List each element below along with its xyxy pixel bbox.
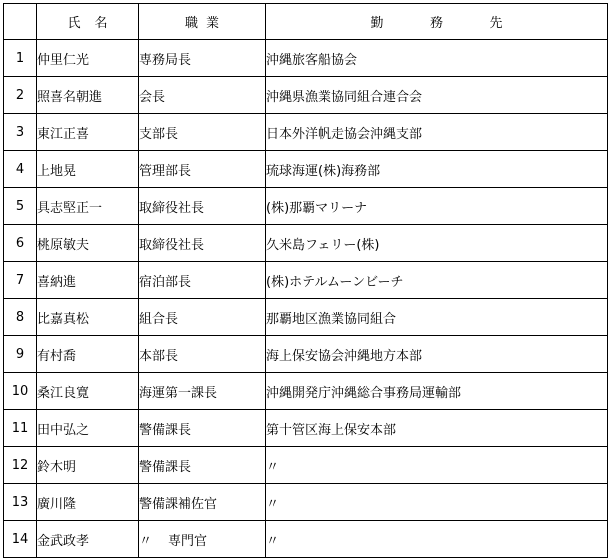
table-row — [4, 77, 608, 114]
row-name: 上地晃 — [37, 151, 139, 188]
header-name-char: 氏 — [67, 16, 81, 31]
row-workplace-ditto: 〃 — [266, 521, 608, 558]
table-row — [4, 114, 608, 151]
table-row — [4, 40, 608, 77]
row-number: 1 — [4, 40, 37, 77]
row-occupation: 取締役社長 — [139, 188, 266, 225]
row-number: 9 — [4, 336, 37, 373]
header-occupation-char: 職 — [185, 16, 199, 31]
row-workplace: 海上保安協会沖縄地方本部 — [266, 336, 608, 373]
header-name — [37, 4, 139, 40]
table-row — [4, 188, 608, 225]
row-name: 比嘉真松 — [37, 299, 139, 336]
row-occupation: 管理部長 — [139, 151, 266, 188]
table-row — [4, 225, 608, 262]
table-row — [4, 336, 608, 373]
roster-sheet — [3, 3, 608, 558]
row-occupation: 支部長 — [139, 114, 266, 151]
row-occupation — [139, 521, 266, 558]
row-number: 7 — [4, 262, 37, 299]
row-name: 金武政孝 — [37, 521, 139, 558]
header-workplace — [266, 4, 608, 40]
row-number: 4 — [4, 151, 37, 188]
table-row — [4, 521, 608, 558]
row-workplace: 日本外洋帆走協会沖縄支部 — [266, 114, 608, 151]
row-workplace-ditto: 〃 — [266, 484, 608, 521]
row-name: 喜納進 — [37, 262, 139, 299]
table-row — [4, 299, 608, 336]
header-workplace-char: 勤 — [370, 16, 384, 31]
header-workplace-char: 先 — [489, 16, 503, 31]
member-roster-table — [3, 3, 608, 558]
row-occupation: 警備課長 — [139, 410, 266, 447]
header-occupation — [139, 4, 266, 40]
row-name: 具志堅正一 — [37, 188, 139, 225]
row-occupation: 警備課長 — [139, 447, 266, 484]
row-name: 桑江良寛 — [37, 373, 139, 410]
table-row — [4, 484, 608, 521]
row-name: 東江正喜 — [37, 114, 139, 151]
row-number: 14 — [4, 521, 37, 558]
table-row — [4, 151, 608, 188]
row-name: 仲里仁光 — [37, 40, 139, 77]
header-occupation-char: 業 — [205, 16, 219, 31]
row-number: 8 — [4, 299, 37, 336]
header-name-char: 名 — [94, 16, 108, 31]
row-workplace: (株)那覇マリーナ — [266, 188, 608, 225]
row-workplace: 沖縄開発庁沖縄総合事務局運輸部 — [266, 373, 608, 410]
row-name: 田中弘之 — [37, 410, 139, 447]
row-number: 11 — [4, 410, 37, 447]
row-workplace: 那覇地区漁業協同組合 — [266, 299, 608, 336]
row-occupation: 警備課補佐官 — [139, 484, 266, 521]
row-name: 有村喬 — [37, 336, 139, 373]
row-workplace: 沖縄県漁業協同組合連合会 — [266, 77, 608, 114]
header-workplace-char: 務 — [429, 16, 443, 31]
row-occupation: 取締役社長 — [139, 225, 266, 262]
row-number: 6 — [4, 225, 37, 262]
row-occupation: 組合長 — [139, 299, 266, 336]
row-occupation: 宿泊部長 — [139, 262, 266, 299]
occupation-ditto-mark: 〃 — [139, 533, 153, 549]
table-row — [4, 410, 608, 447]
row-name: 廣川隆 — [37, 484, 139, 521]
row-name: 照喜名朝進 — [37, 77, 139, 114]
row-number: 10 — [4, 373, 37, 410]
header-number — [4, 4, 37, 40]
row-number: 5 — [4, 188, 37, 225]
occupation-title: 専門官 — [168, 533, 208, 549]
row-workplace: 琉球海運(株)海務部 — [266, 151, 608, 188]
table-row — [4, 447, 608, 484]
row-workplace: 久米島フェリー(株) — [266, 225, 608, 262]
row-number: 13 — [4, 484, 37, 521]
row-workplace-ditto: 〃 — [266, 447, 608, 484]
row-workplace: 沖縄旅客船協会 — [266, 40, 608, 77]
table-row — [4, 373, 608, 410]
row-workplace: (株)ホテルムーンビーチ — [266, 262, 608, 299]
row-number: 12 — [4, 447, 37, 484]
table-row — [4, 262, 608, 299]
row-name: 桃原敏夫 — [37, 225, 139, 262]
row-name: 鈴木明 — [37, 447, 139, 484]
row-number: 3 — [4, 114, 37, 151]
row-occupation: 会長 — [139, 77, 266, 114]
row-workplace: 第十管区海上保安本部 — [266, 410, 608, 447]
row-occupation: 専務局長 — [139, 40, 266, 77]
row-occupation: 海運第一課長 — [139, 373, 266, 410]
row-number: 2 — [4, 77, 37, 114]
row-occupation: 本部長 — [139, 336, 266, 373]
table-header-row — [4, 4, 608, 40]
